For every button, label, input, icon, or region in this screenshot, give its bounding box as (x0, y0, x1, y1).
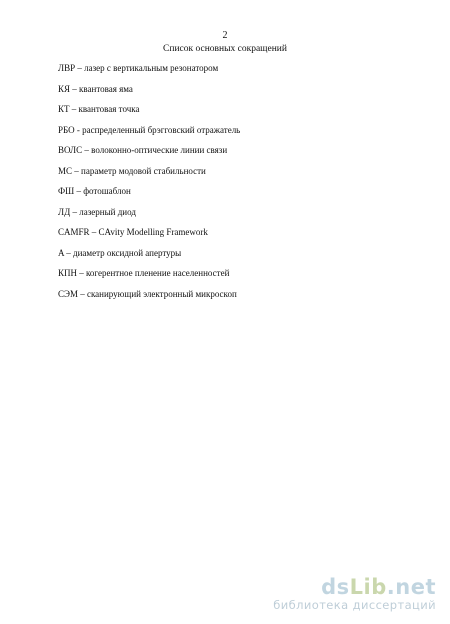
list-item: СЭМ – сканирующий электронный микроскоп (58, 288, 237, 299)
page-title: Список основных сокращений (163, 44, 287, 54)
watermark-logo-net: .net (386, 575, 436, 599)
list-item: КЯ – квантовая яма (58, 83, 133, 94)
watermark-tagline: библиотека диссертаций (273, 598, 436, 612)
page-number: 2 (222, 30, 228, 41)
list-item: A – диаметр оксидной апертуры (58, 247, 182, 258)
abbreviation-list (58, 63, 240, 309)
list-item: КТ – квантовая точка (58, 104, 140, 114)
watermark-logo-ds: ds (321, 575, 350, 599)
list-item: МС – параметр модовой стабильности (58, 165, 206, 176)
list-item: РБО - распределенный брэгговский отражатель (58, 124, 241, 135)
list-item: ЛД – лазерный диод (58, 206, 136, 217)
list-item: КПН – когерентное пленение населенностей (58, 268, 230, 278)
list-item: ВОЛС – волоконно-оптические линии связи (58, 145, 228, 155)
list-item: ЛВР – лазер с вертикальным резонатором (58, 63, 219, 73)
list-item: CAMFR – CAvity Modelling Framework (58, 227, 208, 237)
watermark-logo (273, 576, 436, 598)
list-item: ФШ – фотошаблон (58, 186, 131, 196)
watermark-logo-lib: Lib (349, 575, 387, 599)
watermark (273, 576, 436, 612)
